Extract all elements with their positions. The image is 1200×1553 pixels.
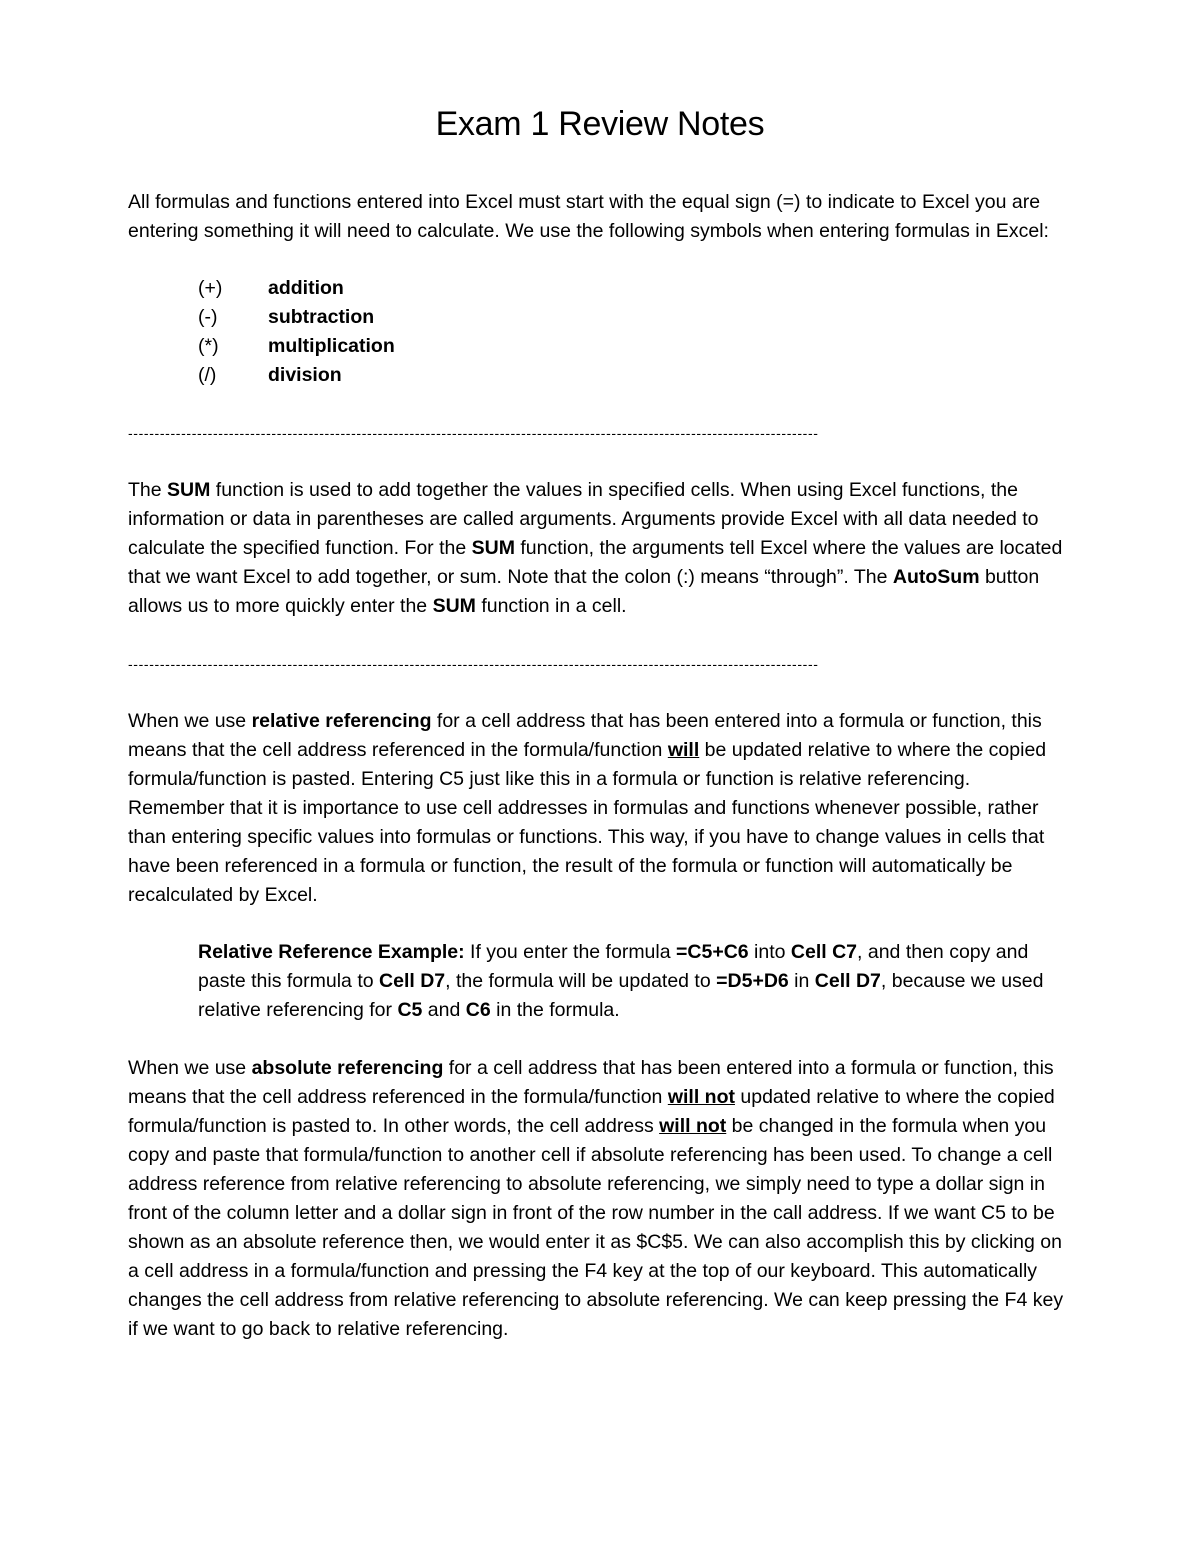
example-label: Relative Reference Example: (198, 941, 465, 963)
bold-term: SUM (471, 537, 515, 559)
bold-term: =C5+C6 (676, 941, 749, 963)
operator-symbol-list (128, 274, 1072, 390)
operator-symbol: (-) (198, 306, 218, 328)
text-run: When we use (128, 710, 252, 732)
list-item (198, 303, 1072, 332)
text-run: , because we used relative referencing for (198, 970, 1044, 1021)
text-run: in (788, 970, 815, 992)
bold-term: AutoSum (892, 566, 980, 588)
bold-term: absolute referencing (251, 1057, 444, 1079)
text-run: for a cell address that has been entered into a formula or function, this means that the cell address referenced in the formula/function (128, 710, 1042, 761)
absolute-referencing-paragraph (128, 1054, 1072, 1344)
bold-term: SUM (167, 479, 211, 501)
dashed-divider: ---------------------------------------------------------------------------------------------------------------------------------- (128, 425, 819, 441)
text-run: function, the arguments tell Excel where the values are located that we want Excel to add together, or sum. Note that the colon (:) means “through”. The (128, 537, 1063, 588)
bold-term: SUM (432, 595, 476, 617)
relative-reference-example (128, 938, 1072, 1025)
list-item (198, 332, 1072, 361)
text-run: , and then copy and paste this formula to (198, 941, 1029, 992)
document-title: Exam 1 Review Notes (435, 105, 765, 143)
underlined-term: will (667, 739, 700, 761)
operator-symbol: (*) (198, 335, 219, 357)
text-run: be updated relative to where the copied formula/function is pasted. Entering C5 just like this in a formula or function is relative referencing. Remember that it is importance to use cell addresses in formulas and functions whenever possible, rather than entering specific values into formulas or functions. This way, if you have to change values in cells that have been referenced in a formula or function, the result of the formula or function will automatically be recalculated by Excel. (128, 739, 1047, 906)
bold-term: =D5+D6 (716, 970, 789, 992)
bold-term: Cell C7 (790, 941, 858, 963)
text-run: be changed in the formula when you copy and paste that formula/function to another cell if absolute referencing has been used. To change a cell address reference from relative referencing to absolute referencing, we simply need to type a dollar sign in front of the column letter and a dollar sign in front of the row number in the call address. If we want C5 to be shown as an absolute reference then, we would enter it as $C$5. We can also accomplish this by clicking on a cell address in a formula/function and pressing the F4 key at the top of our keyboard. This automatically changes the cell address from relative referencing to absolute referencing. We can keep pressing the F4 key if we want to go back to relative referencing. (128, 1115, 1064, 1340)
relative-referencing-paragraph (128, 707, 1072, 910)
text-run: for a cell address that has been entered into a formula or function, this means that the cell address referenced in the formula/function (128, 1057, 1054, 1108)
text-run: and (422, 999, 466, 1021)
list-item (198, 361, 1072, 390)
intro-paragraph: All formulas and functions entered into Excel must start with the equal sign (=) to indicate to Excel you are entering something it will need to calculate. We use the following symbols when entering formulas in Excel: (128, 191, 1049, 242)
text-run: function in a cell. (475, 595, 627, 617)
operator-name: addition (268, 277, 344, 299)
bold-term: Cell D7 (814, 970, 881, 992)
bold-term: relative referencing (251, 710, 432, 732)
text-run: The (128, 479, 168, 501)
bold-term: Cell D7 (379, 970, 446, 992)
text-run: into (748, 941, 791, 963)
bold-term: C6 (465, 999, 491, 1021)
operator-symbol: (/) (198, 364, 217, 386)
operator-name: multiplication (268, 335, 395, 357)
underlined-term: will not (659, 1115, 727, 1137)
underlined-term: will not (667, 1086, 735, 1108)
text-run: button allows us to more quickly enter the (128, 566, 1040, 617)
operator-name: division (268, 364, 342, 386)
operator-name: subtraction (268, 306, 375, 328)
text-run: in the formula. (490, 999, 620, 1021)
text-run: , the formula will be updated to (445, 970, 717, 992)
text-run: updated relative to where the copied formula/function is pasted to. In other words, the cell address (128, 1086, 1055, 1137)
sum-function-paragraph (128, 476, 1072, 621)
text-run: When we use (128, 1057, 252, 1079)
bold-term: C5 (397, 999, 423, 1021)
spacer (128, 1025, 1072, 1054)
list-item (198, 274, 1072, 303)
operator-symbol: (+) (198, 277, 223, 299)
dashed-divider: ---------------------------------------------------------------------------------------------------------------------------------- (128, 656, 819, 672)
text-run: function is used to add together the values in specified cells. When using Excel functions, the information or data in parentheses are called arguments. Arguments provide Excel with all data needed to calculate the specified function. For the (128, 479, 1039, 559)
text-run: If you enter the formula (464, 941, 676, 963)
